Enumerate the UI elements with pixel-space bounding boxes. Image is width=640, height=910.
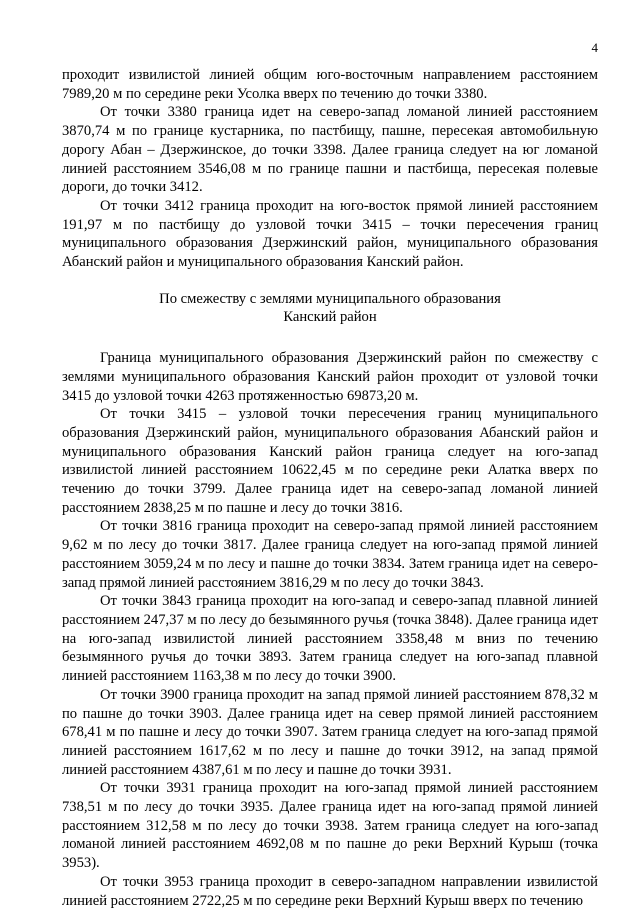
paragraph-point-3380: От точки 3380 граница идет на северо-запад ломаной линией расстоянием 3870,74 м по границе кустарника, по пастбищу, пашне, пересекая автомобильную дорогу Абан – Дзержинское, до точки 3398. Далее граница следует на юг ломаной линией расстоянием 3546,08 м по границе пашни и пастбища, пересекая полевые дороги, до точки 3412.: [62, 104, 598, 196]
paragraph-point-3412: От точки 3412 граница проходит на юго-восток прямой линией расстоянием 191,97 м по пастбищу до узловой точки 3415 – точки пересечения границ муниципального образования Дзержинский район, муниципального образования Абанский район и муниципального образования Канский район.: [62, 197, 598, 271]
spacer: [62, 327, 598, 349]
page-number: 4: [591, 40, 598, 55]
paragraph-kansky-intro: Граница муниципального образования Дзержинский район по смежеству с землями муниципального образования Канский район проходит от узловой точки 3415 до узловой точки 4263 протяженностью 69873,20 м.: [62, 350, 598, 404]
paragraph-point-3843: От точки 3843 граница проходит на юго-запад и северо-запад плавной линией расстоянием 247,37 м по лесу до безымянного ручья (точка 3848). Далее граница идет на юго-запад извилистой линией расстоянием 3358,48 м вниз по течению безымянного ручья до точки 3893. Затем граница следует на юго-запад плавной линией расстоянием 1163,38 м по лесу до точки 3900.: [62, 593, 598, 685]
paragraph-point-3415: От точки 3415 – узловой точки пересечения границ муниципального образования Дзержинский район, муниципального образования Абанский район и муниципального образования Канский район граница следует на юго-запад извилистой линией расстоянием 10622,45 м по середине реки Алатка вверх по течению до точки 3799. Далее граница идет на северо-запад ломаной линией расстоянием 2838,25 м по пашне и лесу до точки 3816.: [62, 406, 598, 516]
paragraph-point-3900: От точки 3900 граница проходит на запад прямой линией расстоянием 878,32 м по пашне до точки 3903. Далее граница идет на север прямой линией расстоянием 678,41 м по пашне и лесу до точки 3907. Затем граница следует на юго-запад прямой линией расстоянием 1617,62 м по лесу и пашне до точки 3912, на запад прямой линией расстоянием 4387,61 м по лесу и пашне до точки 3931.: [62, 686, 598, 778]
document-body: [62, 66, 598, 910]
paragraph-continuation: проходит извилистой линией общим юго-восточным направлением расстоянием 7989,20 м по середине реки Усолка вверх по течению до точки 3380.: [62, 67, 598, 102]
section-heading-line-1: По смежеству с землями муниципального образования: [159, 290, 501, 307]
spacer: [62, 272, 598, 290]
paragraph-point-3931: От точки 3931 граница проходит на юго-запад прямой линией расстоянием 738,51 м по лесу до точки 3935. Далее граница идет на юго-запад прямой линией расстоянием 312,58 м по лесу до точки 3938. Затем граница следует на юго-запад ломаной линией расстоянием 4692,08 м по пашне до реки Верхний Курыш (точка 3953).: [62, 780, 598, 872]
paragraph-point-3816: От точки 3816 граница проходит на северо-запад прямой линией расстоянием 9,62 м по лесу до точки 3817. Далее граница следует на юго-запад прямой линией расстоянием 3059,24 м по лесу и пашне до точки 3834. Затем граница идет на северо-запад прямой линией расстоянием 3816,29 м по лесу до точки 3843.: [62, 518, 598, 591]
paragraph-point-3953: От точки 3953 граница проходит в северо-западном направлении извилистой линией расстоянием 2722,25 м по середине реки Верхний Курыш вверх по течению: [62, 873, 598, 909]
section-heading-line-2: Канский район: [283, 309, 377, 326]
